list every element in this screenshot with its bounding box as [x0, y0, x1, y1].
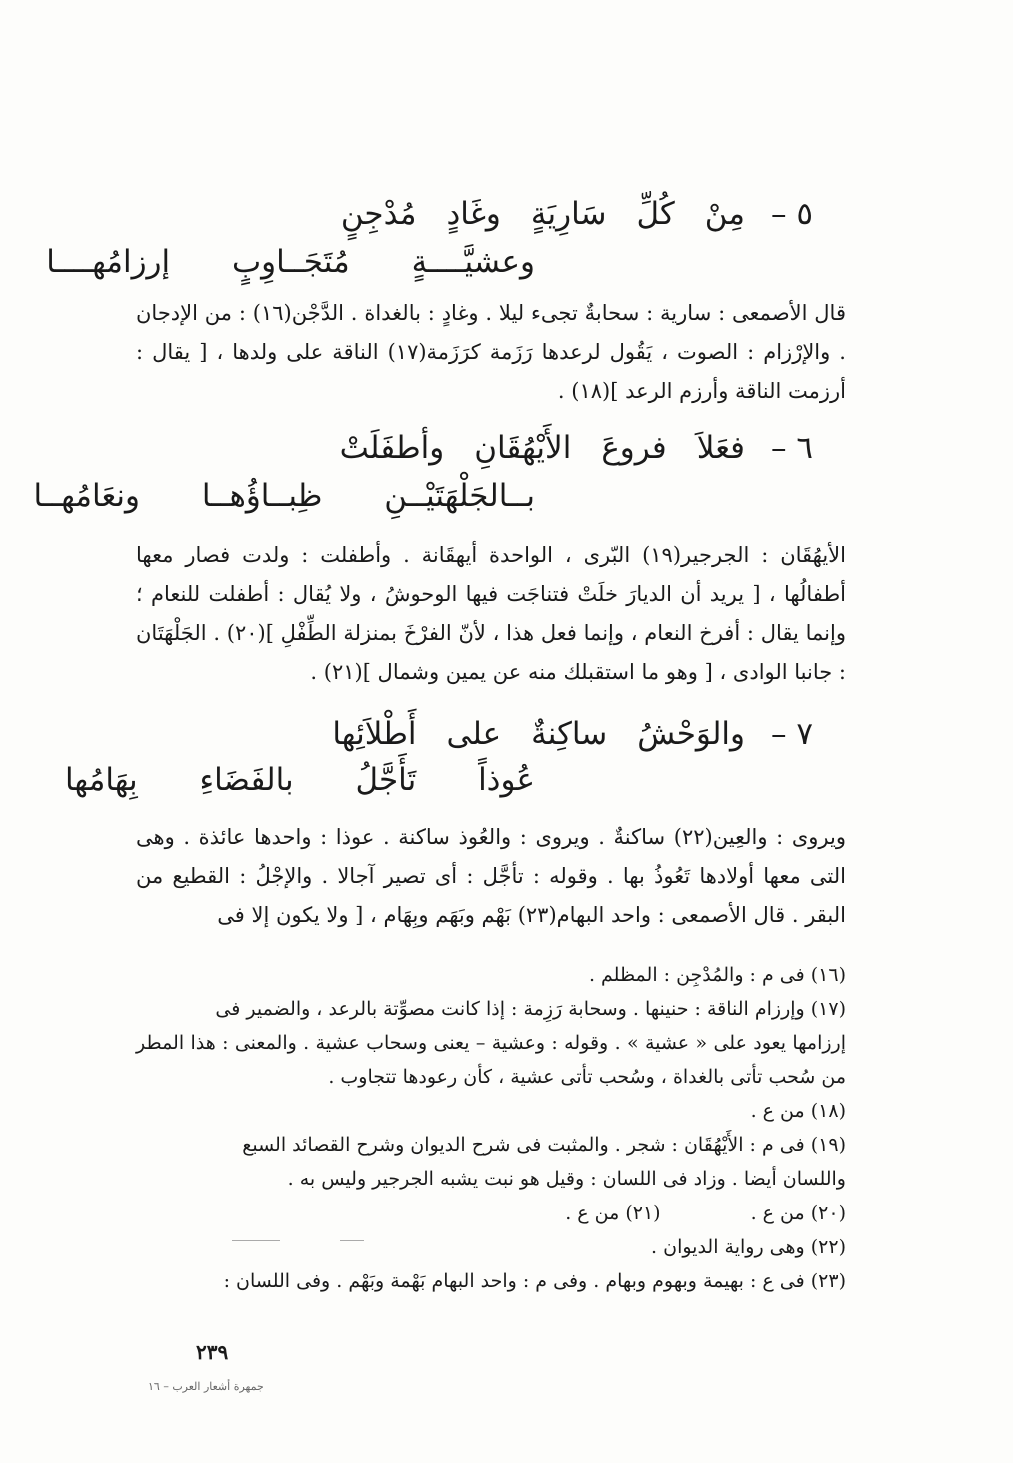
verse-word: ساكِنةٌ — [531, 716, 608, 752]
footnote-19-line: (١٩) فى م : الأَيْهُقَان : شجر . والمثبت فى شرح الديوان وشرح القصائد السبع — [242, 1134, 846, 1156]
verse-word: مِنْ — [704, 196, 745, 232]
verse-7-line-2: عُوذاً تَأَجَّلُ بالفَضَاءِ بِهَامُها — [64, 762, 535, 798]
page-footer: جمهرة أشعار العرب – ١٦ — [148, 1380, 264, 1393]
verse-number: ٦ – — [770, 430, 813, 466]
verse-word: على — [446, 716, 502, 752]
commentary-verse-7: ويروى : والعِين(٢٢) ساكنةٌ . ويروى : والعُوذ ساكنة . عوذا : واحدها عائذة . وهى التى معها أولادها تَعُوذُ بها . وقوله : تأجَّل : أى تصير آجالا . والإجْلُ : القطيع من البقر . قال الأصمعى : واحد البهام(٢٣) بَهْم وبَهَم وبِهَام ، [ ولا يكون إلا فى — [136, 825, 846, 927]
page-number: ٢٣٩ — [196, 1340, 229, 1364]
footnote-19-cont: واللسان أيضا . وزاد فى اللسان : وقيل هو نبت يشبه الجرجير وليس به . — [287, 1168, 846, 1190]
verse-word: الأَيْهُقَانِ — [474, 430, 572, 466]
verse-word: كُلِّ — [636, 196, 675, 232]
verse-number: ٧ – — [770, 716, 813, 752]
footnote-23: (٢٣) فى ع : بهيمة وبهوم وبهام . وفى م : واحد البهام بَهْمة وبَهْم . وفى اللسان : — [223, 1270, 846, 1292]
footnote-20: (٢٠) من ع . — [750, 1202, 846, 1224]
verse-7-line-1 — [302, 716, 813, 752]
footnote-22: (٢٢) وهى رواية الديوان . — [651, 1236, 846, 1258]
footnotes — [136, 958, 846, 1298]
footnote-18: (١٨) من ع . — [750, 1100, 846, 1122]
decorative-dash — [232, 1240, 280, 1241]
footnote-19 — [136, 1128, 846, 1196]
verse-word: سَارِيَةٍ — [530, 196, 607, 232]
footnote-17-line: (١٧) وإرزام الناقة : حنينها . وسحابة رَزِمة : إذا كانت مصوِّتة بالرعد ، والضمير فى — [215, 998, 846, 1020]
verse-number: ٥ – — [770, 196, 813, 232]
verse-word: فروعَ — [601, 430, 667, 466]
verse-word: أَطْلاَئِها — [332, 716, 417, 752]
decorative-dash — [340, 1240, 364, 1241]
verse-6-line-2: بــالجَلْهَتَيْــنِ ظِبــاؤُهــا ونعَامُهــا — [33, 478, 535, 514]
verse-5-line-2: وعشيَّــــةٍ مُتَجَــاوِبٍ إرزامُهــــا — [46, 244, 535, 280]
footnote-17 — [136, 992, 846, 1094]
footnote-16: (١٦) فى م : والمُدْجِن : المظلم . — [588, 964, 846, 986]
footnotes-20-21 — [136, 1196, 846, 1230]
verse-word: مُدْجِنٍ — [340, 196, 417, 232]
verse-5-line-1 — [311, 196, 813, 232]
verse-6-line-1 — [310, 430, 813, 466]
verse-word: فعَلاَ — [696, 430, 745, 466]
commentary-verse-5: قال الأصمعى : سارية : سحابةٌ تجىء ليلا . وغادٍ : بالغداة . الدَّجْن(١٦) : من الإدجان . والإرْزام : الصوت ، يَقُول لرعدها رَزَمة كرَزَمة(١٧) الناقة على ولدها ، [ يقال : أرزمت الناقة وأرزم الرعد ](١٨) . — [136, 301, 846, 403]
footnote-21: (٢١) من ع . — [565, 1202, 661, 1224]
commentary-verse-6: الأيهُقَان : الجرجير(١٩) البّرى ، الواحدة أيهقَانة . وأطفلت : ولدت فصار معها أطفالُها ، [ يريد أن الديارَ خلَتْ فتناجَت فيها الوحوشُ ، ولا يُقال : أطفلت للنعام ؛ وإنما يقال : أفرخ النعام ، وإنما فعل هذا ، لأنّ الفرْخَ بمنزلة الطِّفْلِ ](٢٠) . الجَلْهَتَان : جانبا الوادى ، [ وهو ما استقبلك منه عن يمين وشمال ](٢١) . — [136, 543, 846, 684]
verse-word: وأطفَلَتْ — [339, 430, 445, 466]
footnote-17-cont: إرزامها يعود على « عشية » . وقوله : وعشية – يعنى وسحاب عشية . والمعنى : هذا المطر من سُحب تأتى بالغداة ، وسُحب تأتى عشية ، كأن رعودها تتجاوب . — [136, 1032, 846, 1088]
verse-word: وغَادٍ — [446, 196, 501, 232]
verse-word: والوَحْشُ — [637, 716, 745, 752]
